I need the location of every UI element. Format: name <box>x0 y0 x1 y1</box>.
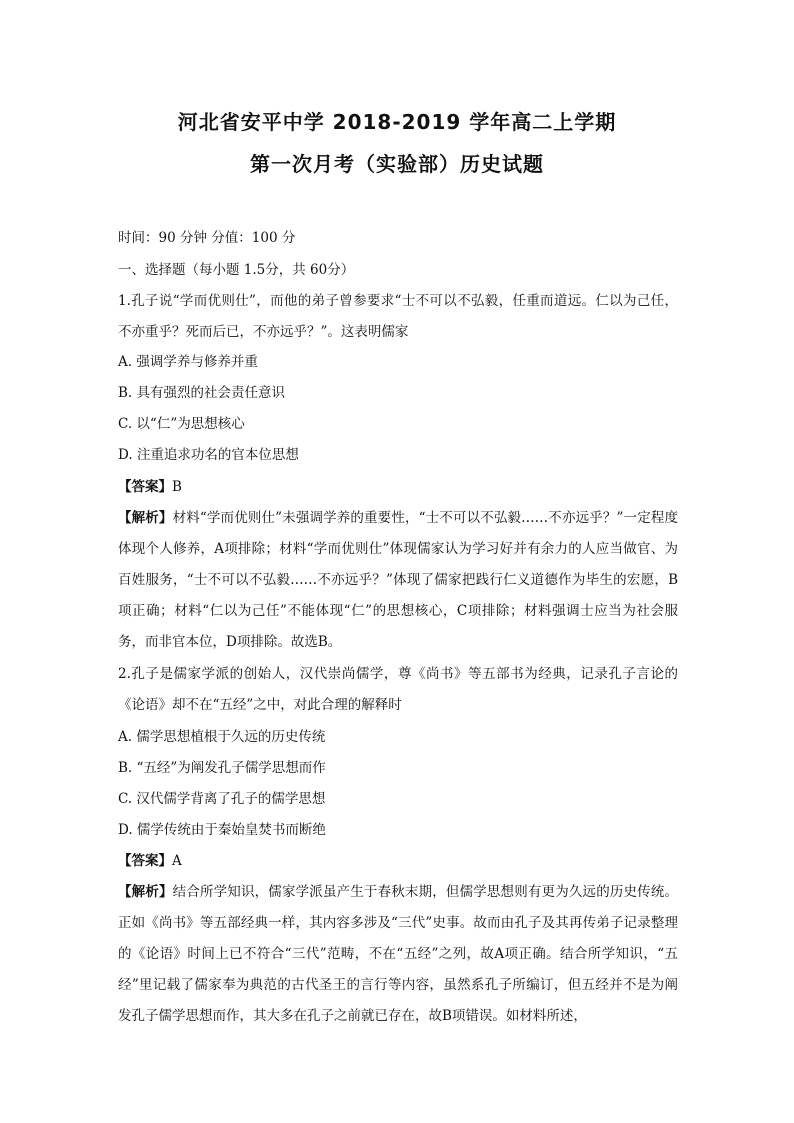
time-score: 时间：90 分钟 分值：100 分 <box>118 230 296 246</box>
q2-option-a: A. 儒学思想植根于久远的历史传统 <box>118 729 326 745</box>
q2-answer-label: 【答案】 <box>118 853 172 869</box>
q2-answer-value: A <box>172 853 182 869</box>
q1-analysis <box>118 503 678 658</box>
title-line-2: 第一次月考（实验部）历史试题 <box>250 152 544 176</box>
q2-stem: 2.孔子是儒家学派的创始人，汉代崇尚儒学，尊《尚书》等五部书为经典，记录孔子言论的《论语》却不在“五经”之中，对此合理的解释时 <box>118 666 678 713</box>
q1-answer-label: 【答案】 <box>118 479 172 495</box>
q1-option-c: C. 以“仁”为思想核心 <box>118 416 245 432</box>
q1-option-b: B. 具有强烈的社会责任意识 <box>118 385 286 401</box>
q2-analysis-text: 结合所学知识，儒家学派虽产生于春秋末期，但儒学思想则有更为久远的历史传统。正如《尚书》等五部经典一样，其内容多涉及“三代”史事。故而由孔子及其再传弟子记录整理的《论语》时间上已不符合“三代”范畴，不在“五经”之列，故A项正确。结合所学知识，“五经”里记载了儒家奉为典范的古代圣王的言行等内容，虽然系孔子所编订，但五经并不是为阐发孔子儒学思想而作，其大多在孔子之前就已存在，故B项错误。如材料所述， <box>118 884 679 1024</box>
q2-analysis-label: 【解析】 <box>118 884 173 900</box>
q2-answer <box>118 851 678 871</box>
q2-option-b: B. “五经”为阐发孔子儒学思想而作 <box>118 760 326 776</box>
q1-answer <box>118 477 678 497</box>
q2-analysis <box>118 877 678 1032</box>
q2-option-d: D. 儒学传统由于秦始皇焚书而断绝 <box>118 822 326 838</box>
q1-answer-value: B <box>172 479 182 495</box>
q2-option-c: C. 汉代儒学背离了孔子的儒学思想 <box>118 791 326 807</box>
section-heading: 一、选择题（每小题 1.5分，共 60分） <box>118 262 355 278</box>
q1-analysis-label: 【解析】 <box>118 510 173 526</box>
q1-stem: 1.孔子说“学而优则仕”，而他的弟子曾参要求“士不可以不弘毅，任重而道远。仁以为己任，不亦重乎？死而后已，不亦远乎？”。这表明儒家 <box>118 293 678 340</box>
q1-analysis-text: 材料“学而优则仕”未强调学养的重要性，“士不可以不弘毅……不亦远乎？”一定程度体现个人修养，A项排除；材料“学而优则仕”体现儒家认为学习好并有余力的人应当做官、为百姓服务，“士不可以不弘毅……不亦远乎？”体现了儒家把践行仁义道德作为毕生的宏愿，B项正确；材料“仁以为己任”不能体现“仁”的思想核心，C项排除；材料强调士应当为社会服务，而非官本位，D项排除。故选B。 <box>118 510 678 650</box>
title-line-1: 河北省安平中学 2018-2019 学年高二上学期 <box>177 110 617 134</box>
q1-option-a: A. 强调学养与修养并重 <box>118 354 258 370</box>
q1-option-d: D. 注重追求功名的官本位思想 <box>118 447 299 463</box>
